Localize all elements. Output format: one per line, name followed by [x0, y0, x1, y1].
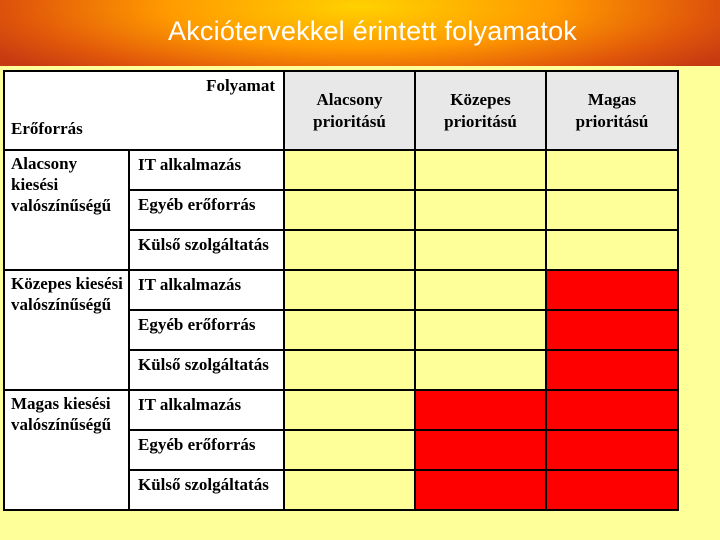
resource-label: Külső szolgáltatás: [129, 350, 284, 390]
matrix-cell: [284, 190, 415, 230]
column-header-high: [546, 71, 678, 150]
column-header-low-line2: prioritású: [313, 111, 386, 131]
matrix-cell-red: [415, 470, 546, 510]
resource-label: IT alkalmazás: [129, 390, 284, 430]
slide-title: Akciótervekkel érintett folyamatok: [168, 16, 577, 46]
matrix-cell-red: [546, 430, 678, 470]
matrix-cell: [415, 350, 546, 390]
group-label-medium-probability: [4, 270, 129, 390]
matrix-cell: [415, 270, 546, 310]
corner-header: [4, 71, 284, 150]
resource-label: Egyéb erőforrás: [129, 430, 284, 470]
group-label-line: valószínűségű: [11, 295, 112, 314]
matrix-cell: [546, 150, 678, 190]
matrix-cell: [415, 150, 546, 190]
matrix-cell: [284, 470, 415, 510]
table-row: [4, 390, 678, 430]
resource-label: Külső szolgáltatás: [129, 470, 284, 510]
resource-label: Egyéb erőforrás: [129, 190, 284, 230]
group-label-line: kiesési: [11, 175, 59, 194]
column-header-high-line1: Magas: [587, 89, 637, 109]
matrix-cell-red: [415, 390, 546, 430]
group-label-line: valószínűségű: [11, 196, 112, 215]
group-label-high-probability: [4, 390, 129, 510]
matrix-cell: [284, 150, 415, 190]
matrix-cell: [284, 270, 415, 310]
matrix-cell: [415, 310, 546, 350]
group-label-line: Magas kiesési: [11, 394, 111, 413]
matrix-cell: [546, 190, 678, 230]
matrix-cell-red: [546, 310, 678, 350]
matrix-cell: [284, 390, 415, 430]
resource-label: Egyéb erőforrás: [129, 310, 284, 350]
matrix-cell-red: [546, 270, 678, 310]
matrix-cell-red: [415, 430, 546, 470]
matrix-cell: [415, 230, 546, 270]
matrix-cell-red: [546, 350, 678, 390]
matrix-cell: [284, 430, 415, 470]
table-row: [4, 270, 678, 310]
corner-process-label: Folyamat: [206, 76, 275, 95]
header-row: [4, 71, 678, 150]
matrix-cell: [415, 190, 546, 230]
table-row: [4, 150, 678, 190]
matrix-cell: [284, 310, 415, 350]
title-bar: [0, 0, 720, 66]
resource-label: IT alkalmazás: [129, 270, 284, 310]
column-header-high-line2: prioritású: [575, 111, 649, 131]
column-header-medium-line1: Közepes: [450, 89, 511, 109]
column-header-medium: [415, 71, 546, 150]
corner-resource-label: Erőforrás: [11, 119, 83, 138]
group-label-line: Alacsony: [11, 154, 78, 173]
matrix-cell: [284, 350, 415, 390]
column-header-low: [284, 71, 415, 150]
matrix-cell-red: [546, 390, 678, 430]
resource-label: IT alkalmazás: [129, 150, 284, 190]
group-label-line: valószínűségű: [11, 415, 112, 434]
resource-label: Külső szolgáltatás: [129, 230, 284, 270]
matrix-cell: [284, 230, 415, 270]
matrix-cell-red: [546, 470, 678, 510]
priority-matrix-table: [3, 70, 679, 511]
column-header-low-line1: Alacsony: [316, 89, 383, 109]
column-header-medium-line2: prioritású: [444, 111, 517, 131]
group-label-line: Közepes kiesési: [11, 274, 123, 293]
matrix-cell: [546, 230, 678, 270]
group-label-low-probability: [4, 150, 129, 270]
